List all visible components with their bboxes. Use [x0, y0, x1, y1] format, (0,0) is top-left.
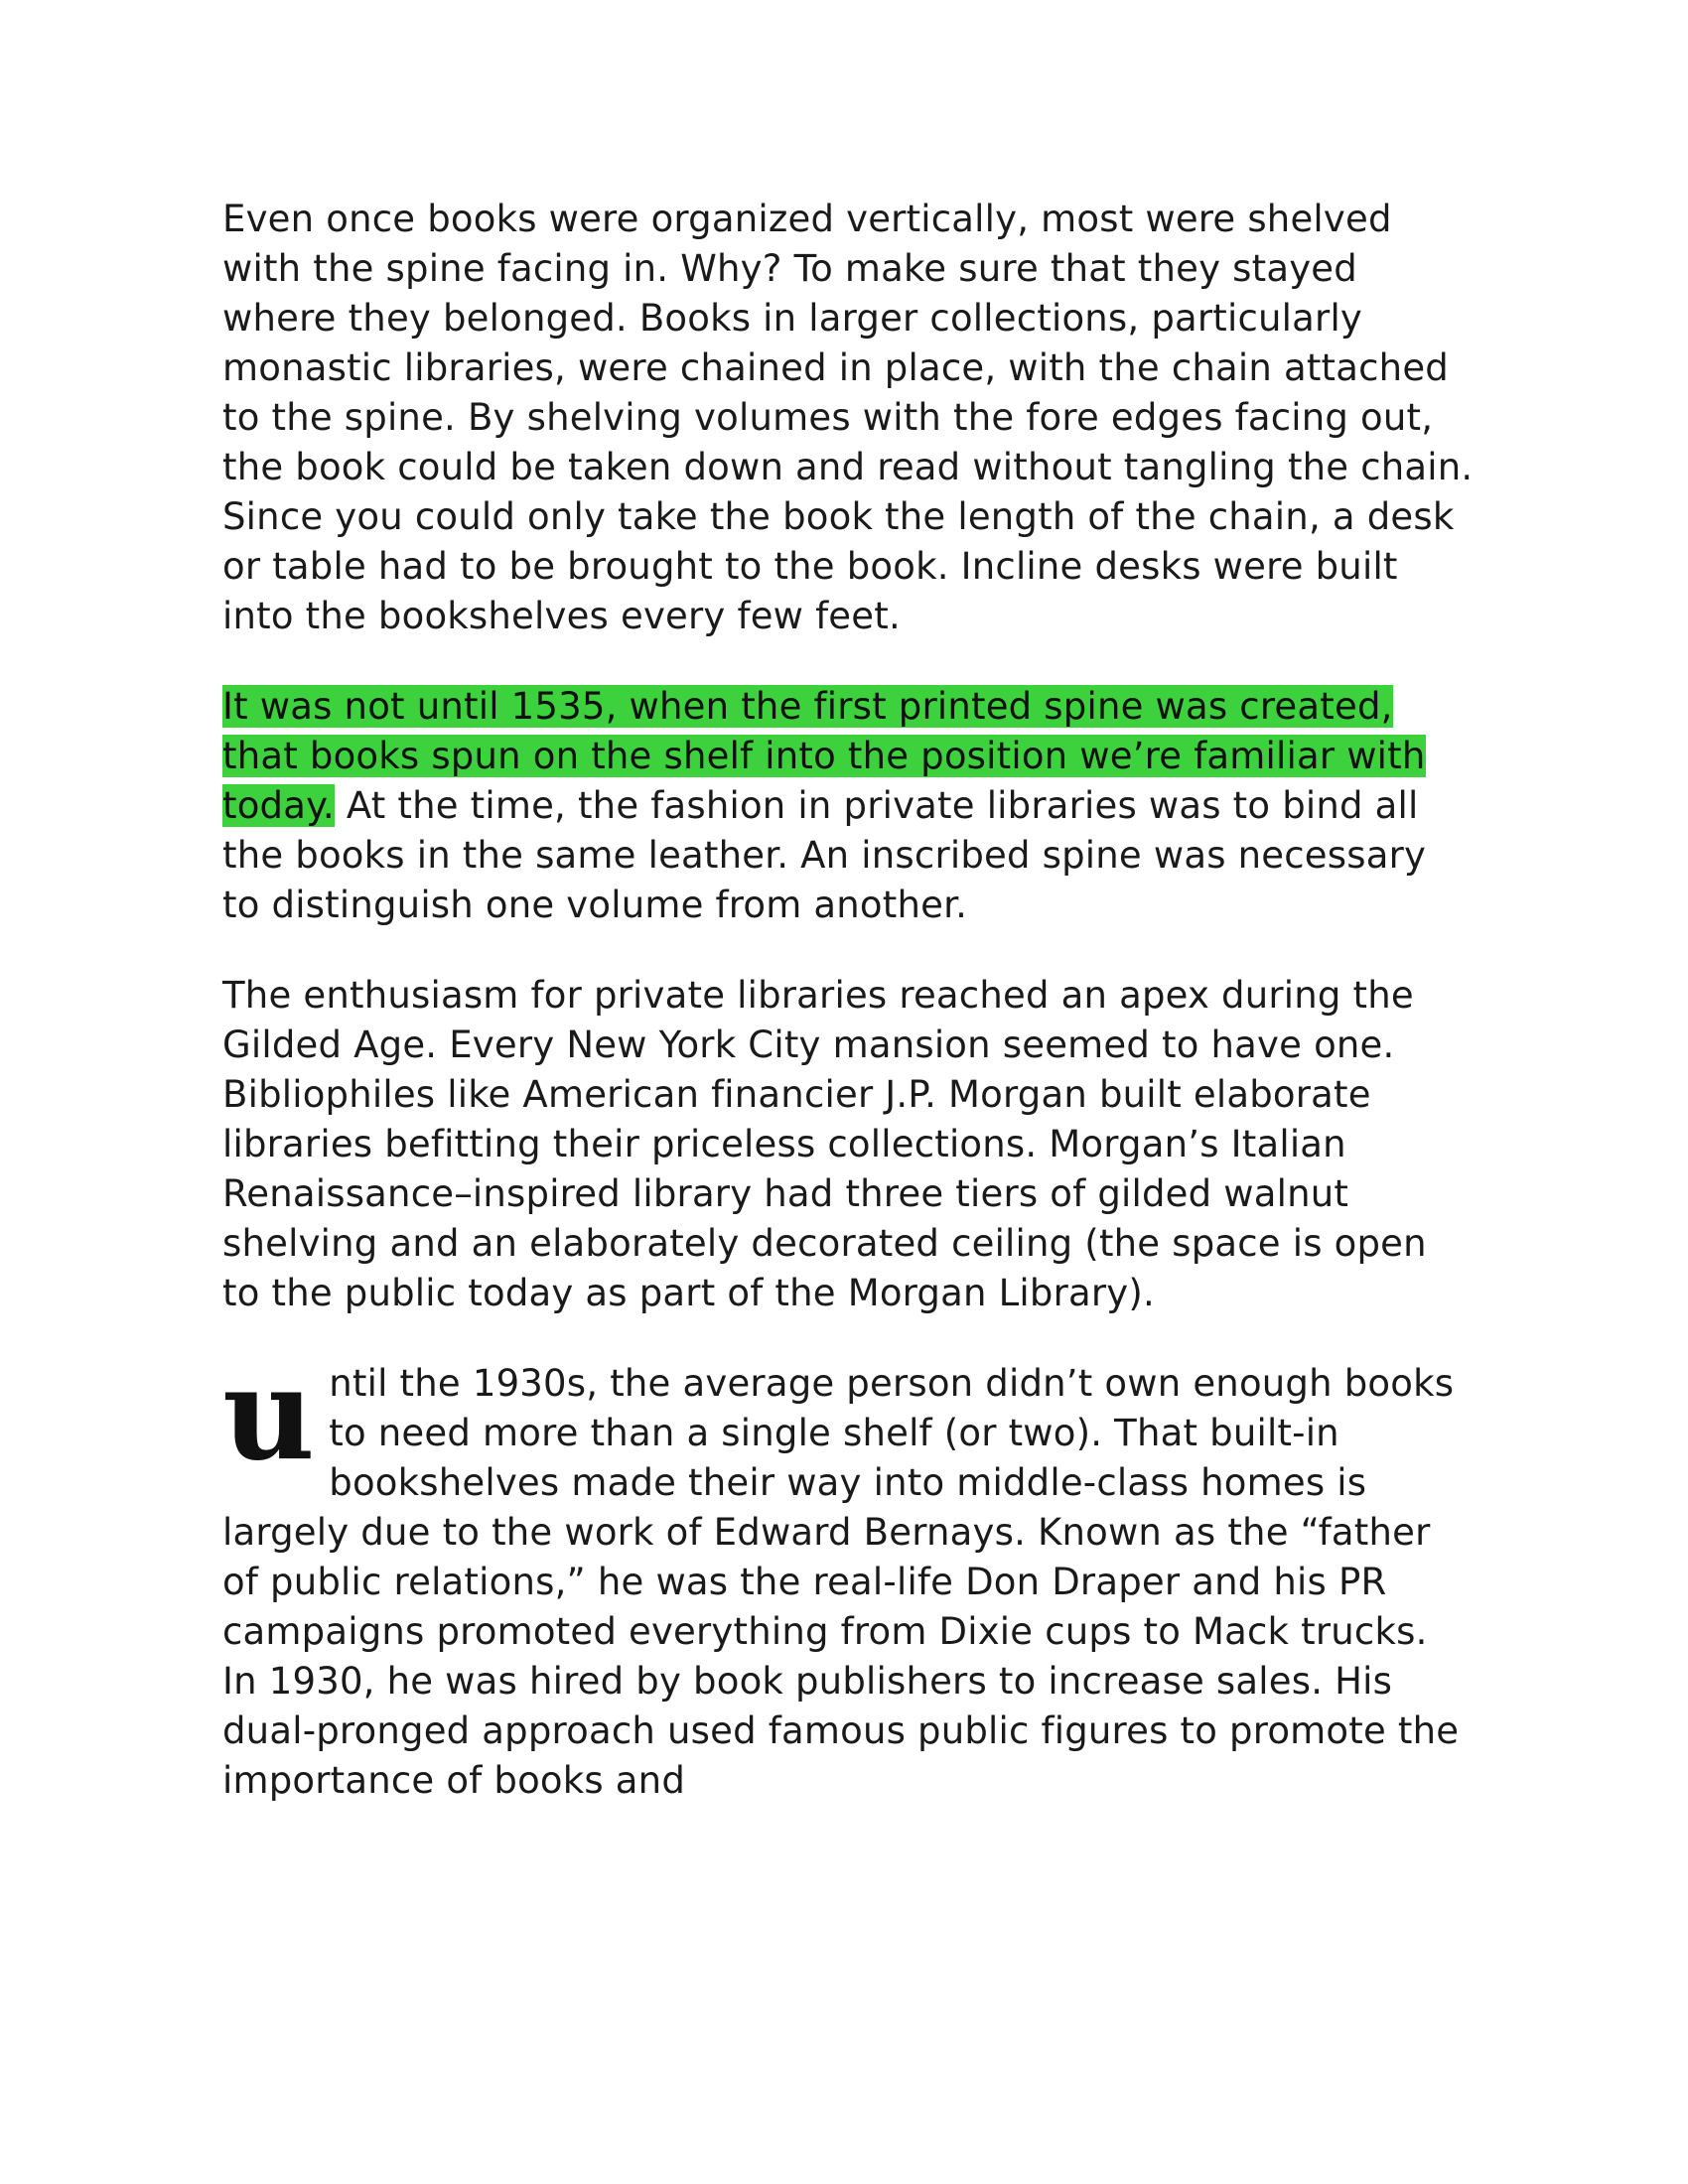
paragraph-gilded-age: The enthusiasm for private libraries reached an apex during the Gilded Age. Every New York City mansion seemed to have one. Bibliophiles like American financier J.P. Morgan built elaborate libraries befitting their priceless collections. Morgan’s Italian Renaissance–inspired library had three tiers of gilded walnut shelving and an elaborately decorated ceiling (the space is open to the public today as part of the Morgan Library). — [222, 974, 1427, 1314]
paragraph-bernays — [222, 1340, 1474, 1806]
paragraph-chained-books: Even once books were organized vertically, most were shelved with the spine facing in. Why? To make sure that they stayed where they belonged. Books in larger collections, particularly monastic libraries, were chained in place, with the chain attached to the spine. By shelving volumes with the fore edges facing out, the book could be taken down and read without tangling the chain. Since you could only take the book the length of the chain, a desk or table had to be brought to the book. Incline desks were built into the bookshelves every few feet. — [222, 198, 1474, 637]
drop-cap-letter: u — [222, 1340, 316, 1489]
paragraph-printed-spine — [222, 682, 1474, 930]
body-text-column — [222, 195, 1474, 1846]
paragraph-text: At the time, the fashion in private libraries was to bind all the books in the same leather. An inscribed spine was necessary to distinguish one volume from another. — [222, 784, 1427, 926]
highlighted-text[interactable]: It was not until 1535, when the first printed spine was created, that books spun on the shelf into the position we’re familiar with today. — [222, 685, 1426, 827]
paragraph-text: ntil the 1930s, the average person didn’t own enough books to need more than a single shelf (or two). That built-in bookshelves made their way into middle-class homes is largely due to the work of Edward Bernays. Known as the “father of public relations,” he was the real-life Don Draper and his PR campaigns promoted everything from Dixie cups to Mack trucks. In 1930, he was hired by book publishers to increase sales. His dual-pronged approach used famous public figures to promote the importance of books and — [222, 1362, 1460, 1802]
